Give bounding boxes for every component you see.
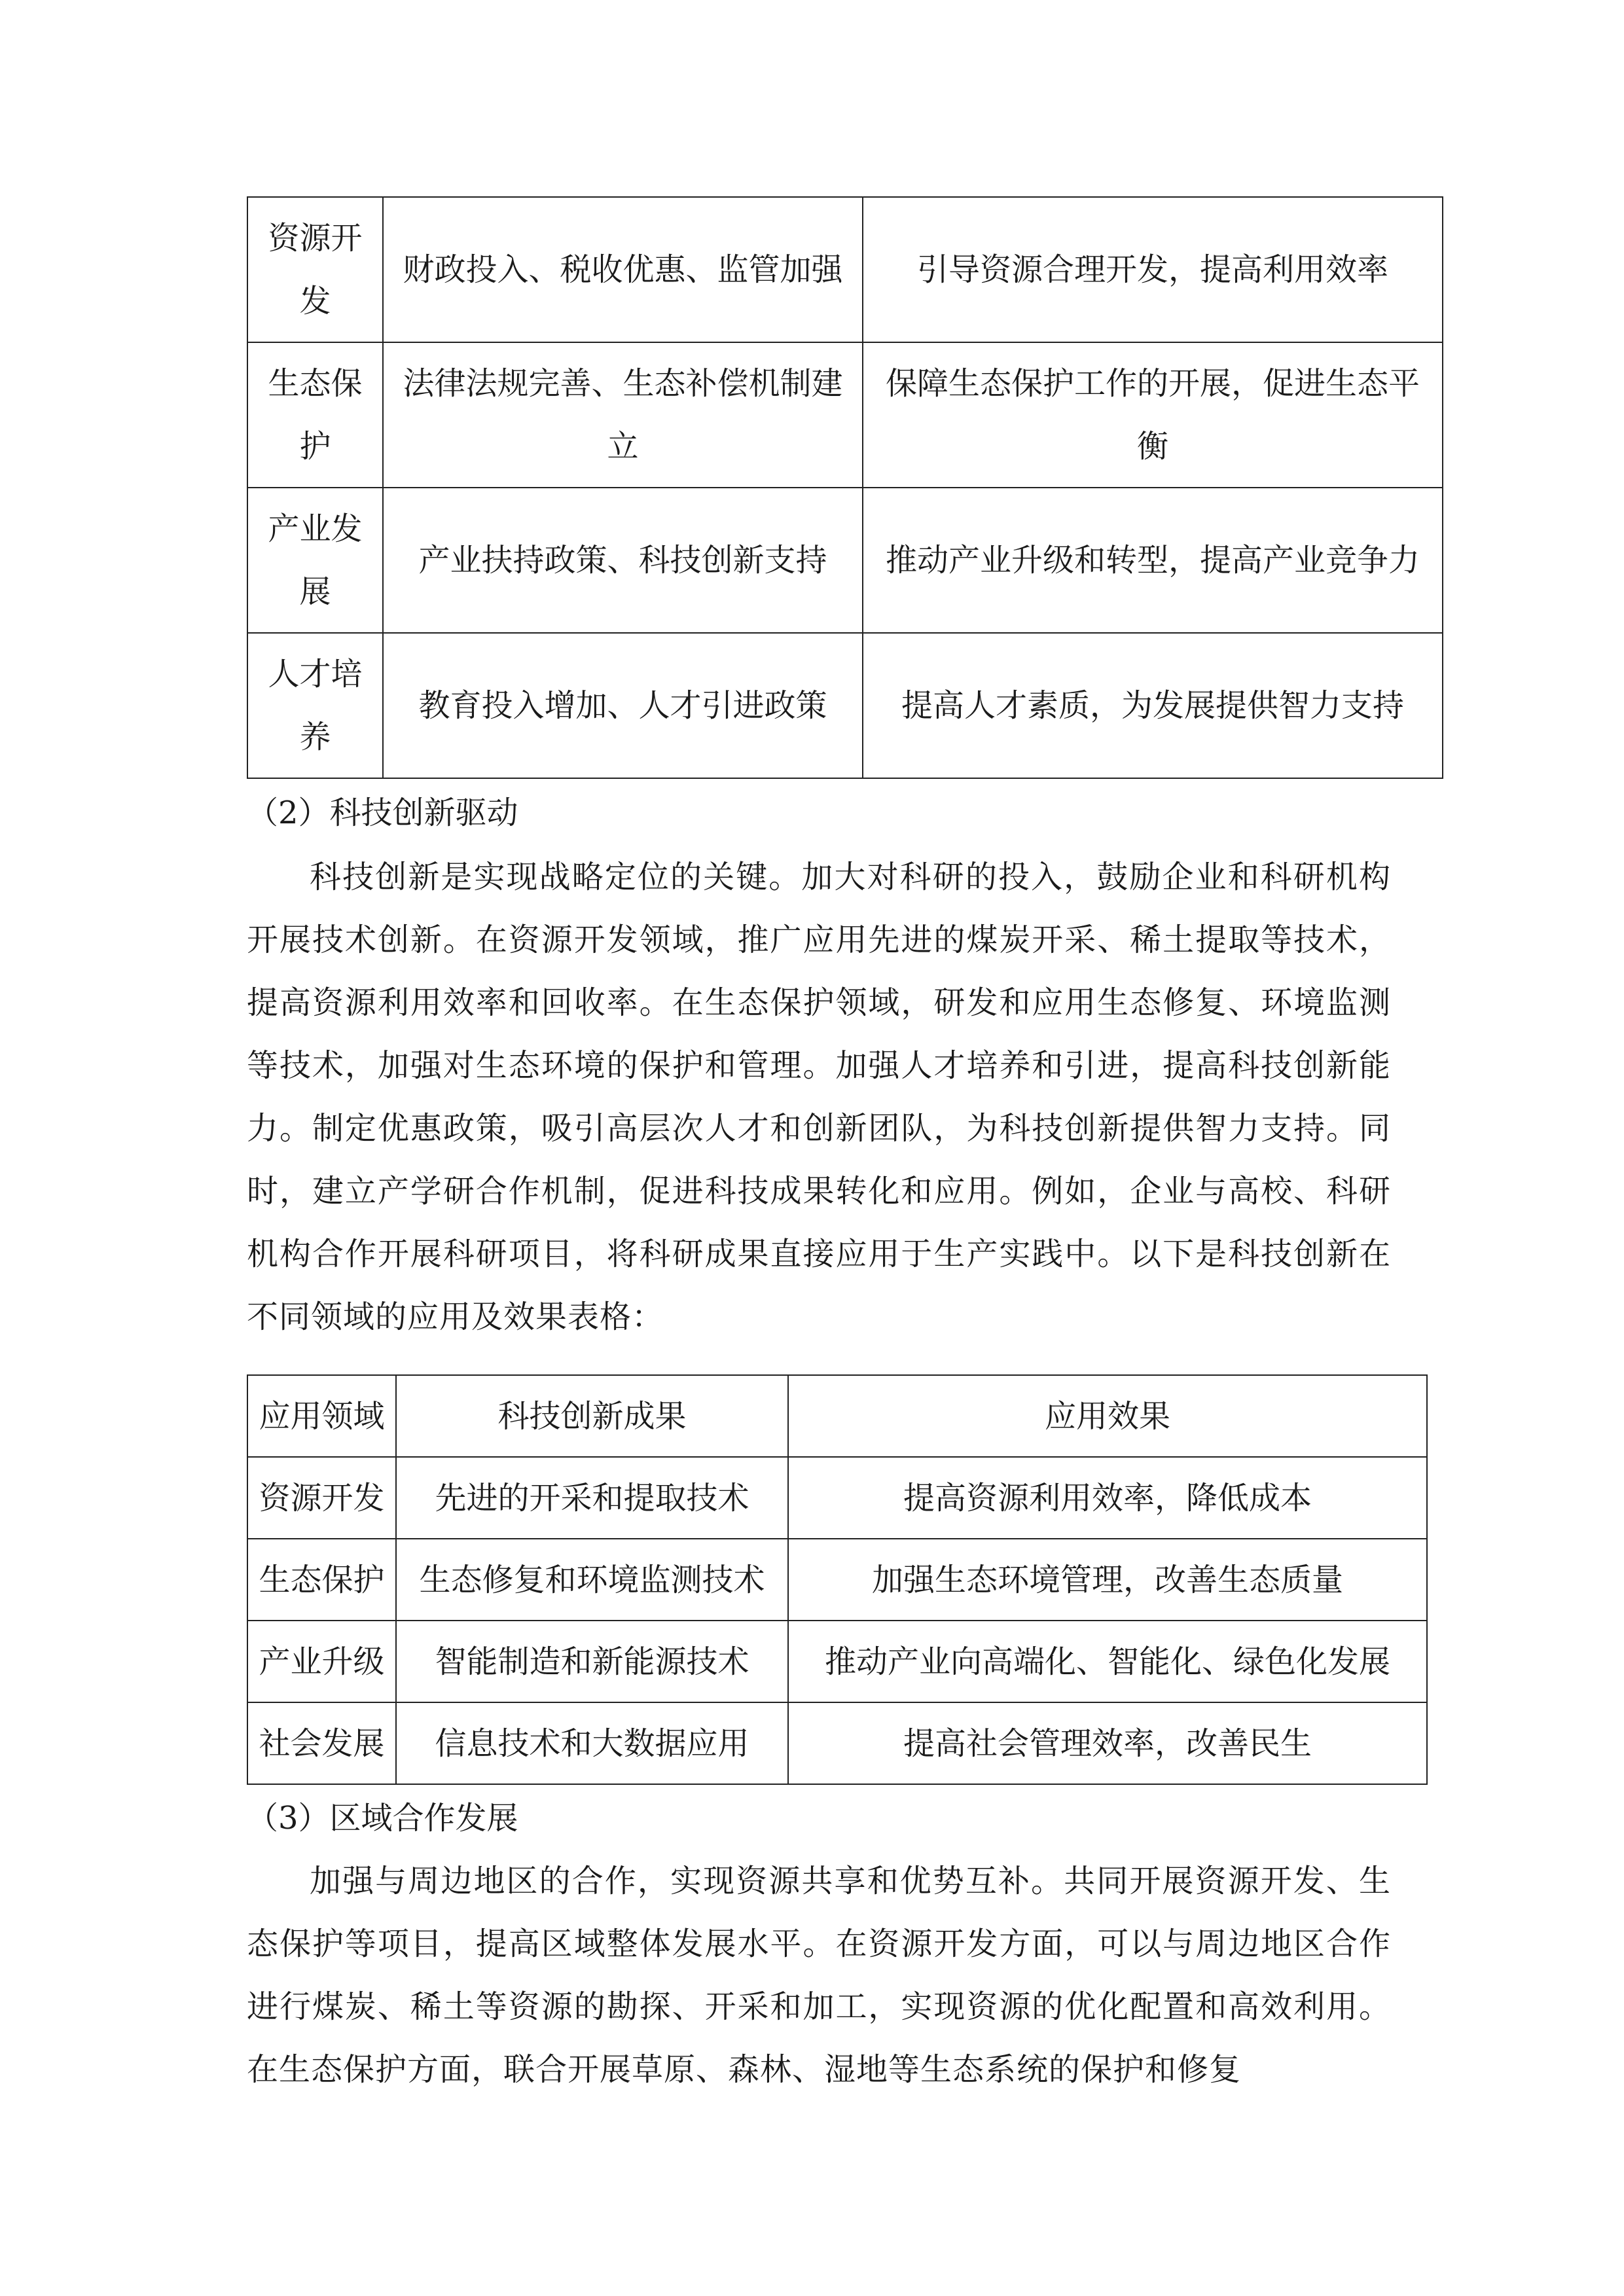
table-cell-area: 生态保护: [247, 1539, 396, 1621]
table-cell-result: 智能制造和新能源技术: [396, 1621, 788, 1702]
body-paragraph: 加强与周边地区的合作，实现资源共享和优势互补。共同开展资源开发、生态保护等项目，提高区域整体发展水平。在资源开发方面，可以与周边地区合作进行煤炭、稀土等资源的勘探、开采和加工，实现资源的优化配置和高效利用。在生态保护方面，联合开展草原、森林、湿地等生态系统的保护和修复: [247, 1863, 1391, 2088]
table-cell-effect: 推动产业向高端化、智能化、绿色化发展: [788, 1621, 1427, 1702]
table-cell-area: 生态保护: [247, 342, 383, 488]
table-cell-effect: 推动产业升级和转型，提高产业竞争力: [863, 488, 1443, 633]
table-cell-area: 社会发展: [247, 1702, 396, 1784]
table-row: [247, 197, 1443, 342]
body-paragraph: 科技创新是实现战略定位的关键。加大对科研的投入，鼓励企业和科研机构开展技术创新。在资源开发领域，推广应用先进的煤炭开采、稀土提取等技术，提高资源利用效率和回收率。在生态保护领域，研发和应用生态修复、环境监测等技术，加强对生态环境的保护和管理。加强人才培养和引进，提高科技创新能力。制定优惠政策，吸引高层次人才和创新团队，为科技创新提供智力支持。同时，建立产学研合作机制，促进科技成果转化和应用。例如，企业与高校、科研机构合作开展科研项目，将科研成果直接应用于生产实践中。以下是科技创新在不同领域的应用及效果表格：: [247, 859, 1391, 1335]
table-row: [247, 1539, 1427, 1621]
innovation-table: [247, 1374, 1428, 1785]
table-cell-area: 资源开发: [247, 197, 383, 342]
table-cell-effect: 引导资源合理开发，提高利用效率: [863, 197, 1443, 342]
table-row: [247, 1457, 1427, 1539]
column-header: 科技创新成果: [396, 1375, 788, 1457]
table-cell-measures: 财政投入、税收优惠、监管加强: [383, 197, 863, 342]
table-cell-area: 人才培养: [247, 633, 383, 778]
table-row: [247, 1621, 1427, 1702]
table-cell-effect: 保障生态保护工作的开展，促进生态平衡: [863, 342, 1443, 488]
table-cell-effect: 提高资源利用效率，降低成本: [788, 1457, 1427, 1539]
table-cell-effect: 加强生态环境管理，改善生态质量: [788, 1539, 1427, 1621]
table-cell-effect: 提高人才素质，为发展提供智力支持: [863, 633, 1443, 778]
table-cell-measures: 产业扶持政策、科技创新支持: [383, 488, 863, 633]
table-cell-result: 生态修复和环境监测技术: [396, 1539, 788, 1621]
table-cell-area: 产业发展: [247, 488, 383, 633]
section-heading: （3）区域合作发展: [247, 1800, 518, 1837]
table-row: [247, 342, 1443, 488]
table-header-row: [247, 1375, 1427, 1457]
section-heading: （2）科技创新驱动: [247, 795, 518, 831]
column-header: 应用领域: [247, 1375, 396, 1457]
table-cell-measures: 法律法规完善、生态补偿机制建立: [383, 342, 863, 488]
table-cell-effect: 提高社会管理效率，改善民生: [788, 1702, 1427, 1784]
table-cell-result: 先进的开采和提取技术: [396, 1457, 788, 1539]
table-cell-measures: 教育投入增加、人才引进政策: [383, 633, 863, 778]
table-row: [247, 488, 1443, 633]
table-row: [247, 633, 1443, 778]
table-cell-result: 信息技术和大数据应用: [396, 1702, 788, 1784]
column-header: 应用效果: [788, 1375, 1427, 1457]
table-cell-area: 产业升级: [247, 1621, 396, 1702]
policy-table: [247, 196, 1443, 779]
table-row: [247, 1702, 1427, 1784]
table-cell-area: 资源开发: [247, 1457, 396, 1539]
